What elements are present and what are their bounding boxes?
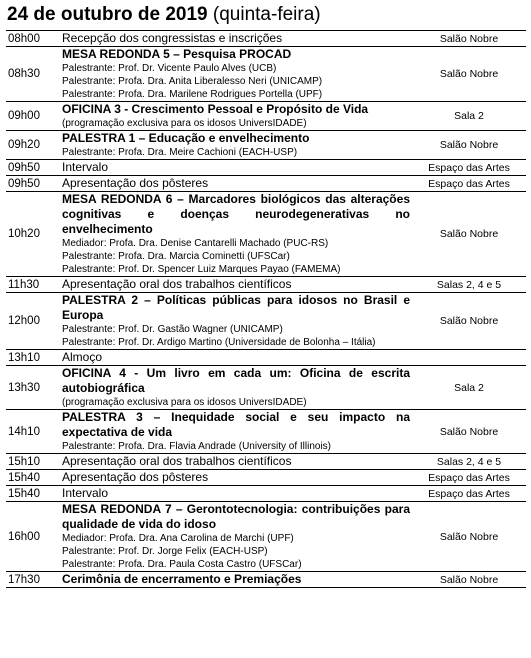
session-detail: (programação exclusiva para os idosos UniversIDADE) [62,118,307,129]
session-title: PALESTRA 2 – Políticas públicas para idosos no Brasil e Europa [62,293,410,322]
session-room: Salas 2, 4 e 5 [412,454,526,470]
session-detail: Mediador: Profa. Dra. Ana Carolina de Marchi (UPF) [62,533,294,544]
schedule-row [6,486,526,502]
session-title: Intervalo [62,486,109,500]
session-detail: Palestrante: Prof. Dr. Spencer Luiz Marques Payao (FAMEMA) [62,264,341,275]
session-time: 17h30 [6,572,60,588]
session-description [60,160,412,176]
schedule-row [6,572,526,588]
schedule-row [6,366,526,410]
session-room: Salão Nobre [412,31,526,47]
session-room: Espaço das Artes [412,176,526,192]
session-description [60,572,412,588]
session-time: 08h30 [6,47,60,102]
schedule-row [6,350,526,366]
schedule-row [6,410,526,454]
session-description [60,454,412,470]
session-time: 15h10 [6,454,60,470]
session-time: 15h40 [6,486,60,502]
session-detail: Palestrante: Profa. Dra. Flavia Andrade (University of Illinois) [62,441,331,452]
schedule-row [6,293,526,350]
schedule-row [6,47,526,102]
session-title: Apresentação oral dos trabalhos científicos [62,277,292,291]
schedule-row [6,277,526,293]
session-time: 12h00 [6,293,60,350]
session-detail: Palestrante: Profa. Dra. Marcia Cominetti (UFSCar) [62,251,290,262]
session-time: 09h00 [6,102,60,131]
session-detail: Palestrante: Prof. Dr. Vicente Paulo Alves (UCB) [62,63,277,74]
session-description [60,131,412,160]
title-date: 24 de outubro de 2019 [7,4,208,25]
session-description [60,486,412,502]
session-title: OFICINA 4 - Um livro em cada um: Oficina de escrita autobiográfica [62,366,410,395]
session-time: 13h10 [6,350,60,366]
session-time: 14h10 [6,410,60,454]
session-description [60,192,412,277]
session-time: 16h00 [6,502,60,572]
session-title: Apresentação dos pôsteres [62,176,209,190]
schedule-row [6,176,526,192]
page-title [7,2,321,28]
schedule-body [6,31,526,588]
session-room: Salão Nobre [412,410,526,454]
session-description [60,350,412,366]
session-time: 13h30 [6,366,60,410]
session-room: Espaço das Artes [412,470,526,486]
session-description [60,293,412,350]
session-room: Salão Nobre [412,572,526,588]
session-title: MESA REDONDA 6 – Marcadores biológicos das alterações cognitivas e doenças neurodegenerativas no envelhecimento [62,192,410,236]
session-description [60,366,412,410]
session-detail: Palestrante: Profa. Dra. Meire Cachioni (EACH-USP) [62,147,298,158]
session-room: Salão Nobre [412,131,526,160]
session-description [60,47,412,102]
session-time: 15h40 [6,470,60,486]
session-description [60,410,412,454]
session-title: Almoço [62,350,103,364]
session-room: Salão Nobre [412,47,526,102]
session-title: PALESTRA 1 – Educação e envelhecimento [62,131,310,145]
session-description [60,176,412,192]
session-room: Salão Nobre [412,293,526,350]
title-weekday: (quinta-feira) [212,4,321,25]
session-time: 11h30 [6,277,60,293]
session-title: Cerimônia de encerramento e Premiações [62,572,302,586]
schedule-row [6,502,526,572]
session-room: Salas 2, 4 e 5 [412,277,526,293]
session-description [60,277,412,293]
session-title: Intervalo [62,160,109,174]
session-detail: Palestrante: Prof. Dr. Jorge Felix (EACH-USP) [62,546,268,557]
session-room: Sala 2 [412,102,526,131]
session-detail: Palestrante: Profa. Dra. Paula Costa Castro (UFSCar) [62,559,302,570]
schedule-row [6,454,526,470]
session-room: Espaço das Artes [412,486,526,502]
session-title: Recepção dos congressistas e inscrições [62,31,283,45]
session-title: OFICINA 3 - Crescimento Pessoal e Propósito de Vida [62,102,369,116]
session-room: Sala 2 [412,366,526,410]
session-detail: Palestrante: Profa. Dra. Marilene Rodrigues Portella (UPF) [62,89,323,100]
schedule-row [6,31,526,47]
schedule-row [6,102,526,131]
schedule-row [6,131,526,160]
session-title: Apresentação oral dos trabalhos científicos [62,454,292,468]
session-room: Salão Nobre [412,502,526,572]
schedule-row [6,160,526,176]
session-title: MESA REDONDA 7 – Gerontotecnologia: contribuições para qualidade de vida do idoso [62,502,410,531]
session-time: 09h50 [6,160,60,176]
schedule-table [6,30,526,588]
session-detail: (programação exclusiva para os idosos UniversIDADE) [62,397,307,408]
session-time: 08h00 [6,31,60,47]
session-detail: Palestrante: Prof. Dr. Ardigo Martino (Universidade de Bolonha – Itália) [62,337,376,348]
session-detail: Mediador: Profa. Dra. Denise Cantarelli Machado (PUC-RS) [62,238,329,249]
session-time: 10h20 [6,192,60,277]
session-title: PALESTRA 3 – Inequidade social e seu impacto na expectativa de vida [62,410,410,439]
session-time: 09h20 [6,131,60,160]
session-description [60,102,412,131]
session-room: Espaço das Artes [412,160,526,176]
session-title: Apresentação dos pôsteres [62,470,209,484]
session-room [412,350,526,366]
session-time: 09h50 [6,176,60,192]
schedule-row [6,470,526,486]
session-description [60,470,412,486]
session-room: Salão Nobre [412,192,526,277]
session-description [60,31,412,47]
session-detail: Palestrante: Prof. Dr. Gastão Wagner (UNICAMP) [62,324,283,335]
session-description [60,502,412,572]
schedule-row [6,192,526,277]
session-detail: Palestrante: Profa. Dra. Anita Liberalesso Neri (UNICAMP) [62,76,323,87]
session-title: MESA REDONDA 5 – Pesquisa PROCAD [62,47,292,61]
